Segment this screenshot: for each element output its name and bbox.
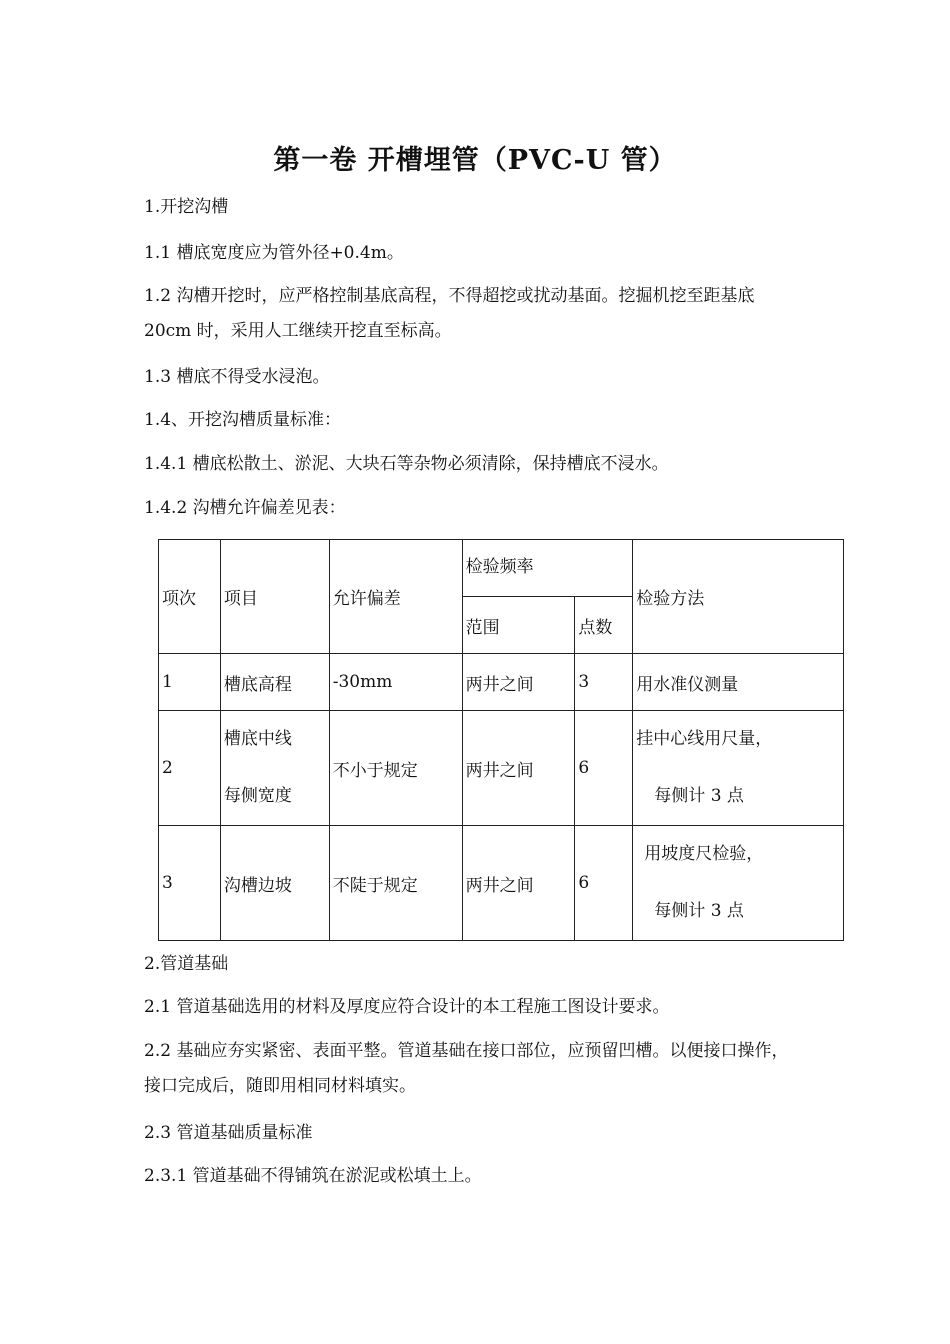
paragraph-1-4-1: 1.4.1 槽底松散土、淤泥、大块石等杂物必须清除，保持槽底不浸水。 (144, 454, 669, 474)
paragraph-1-4-2: 1.4.2 沟槽允许偏差见表： (144, 498, 346, 518)
cell-method-line-1: 挂中心线用尺量， (636, 729, 773, 749)
trench-tolerance-table (158, 539, 844, 941)
paragraph-2-3-1: 2.3.1 管道基础不得铺筑在淤泥或松填土上。 (144, 1166, 482, 1186)
cell-no: 3 (159, 826, 221, 941)
table-row (159, 654, 844, 711)
cell-range: 两井之间 (462, 826, 575, 941)
cell-tolerance: -30mm (329, 654, 462, 711)
cell-method-line-1: 用坡度尺检验， (644, 844, 764, 864)
paragraph-2-3: 2.3 管道基础质量标准 (144, 1123, 313, 1143)
table-row (159, 711, 844, 826)
paragraph-1-3: 1.3 槽底不得受水浸泡。 (144, 367, 330, 387)
cell-range: 两井之间 (462, 654, 575, 711)
cell-method (633, 826, 844, 941)
cell-method: 用水准仪测量 (633, 654, 844, 711)
header-frequency: 检验频率 (462, 540, 633, 597)
cell-no: 2 (159, 711, 221, 826)
cell-tolerance: 不陡于规定 (329, 826, 462, 941)
cell-item: 沟槽边坡 (220, 826, 329, 941)
cell-points: 6 (575, 711, 633, 826)
header-tolerance: 允许偏差 (329, 540, 462, 654)
header-range: 范围 (462, 597, 575, 654)
header-no: 项次 (159, 540, 221, 654)
cell-no: 1 (159, 654, 221, 711)
cell-item (220, 711, 329, 826)
cell-method-line-2: 每侧计 3 点 (654, 786, 744, 806)
cell-method-line-2: 每侧计 3 点 (654, 901, 744, 921)
paragraph-1-2: 1.2 沟槽开挖时，应严格控制基底高程，不得超挖或扰动基面。挖掘机挖至距基底 20cm 时，采用人工继续开挖直至标高。 (144, 286, 755, 341)
cell-points: 6 (575, 826, 633, 941)
section-heading-2: 2.管道基础 (144, 954, 229, 974)
cell-range: 两井之间 (462, 711, 575, 826)
paragraph-2-2: 2.2 基础应夯实紧密、表面平整。管道基础在接口部位，应预留凹槽。以便接口操作，接口完成后，随即用相同材料填实。 (144, 1041, 789, 1096)
header-item: 项目 (220, 540, 329, 654)
paragraph-1-1: 1.1 槽底宽度应为管外径+0.4m。 (144, 243, 404, 263)
header-method: 检验方法 (633, 540, 844, 654)
cell-points: 3 (575, 654, 633, 711)
paragraph-1-4: 1.4、开挖沟槽质量标准： (144, 410, 342, 430)
cell-item: 槽底高程 (220, 654, 329, 711)
cell-item-line-1: 槽底中线 (223, 729, 292, 749)
cell-tolerance: 不小于规定 (329, 711, 462, 826)
table-header-row (159, 540, 844, 597)
section-heading-1: 1.开挖沟槽 (144, 197, 229, 217)
page-title: 第一卷 开槽埋管（PVC-U 管） (273, 145, 677, 176)
cell-item-line-2: 每侧宽度 (223, 786, 292, 806)
paragraph-2-1: 2.1 管道基础选用的材料及厚度应符合设计的本工程施工图设计要求。 (144, 997, 670, 1017)
cell-method (633, 711, 844, 826)
table-row (159, 826, 844, 941)
header-points: 点数 (575, 597, 633, 654)
